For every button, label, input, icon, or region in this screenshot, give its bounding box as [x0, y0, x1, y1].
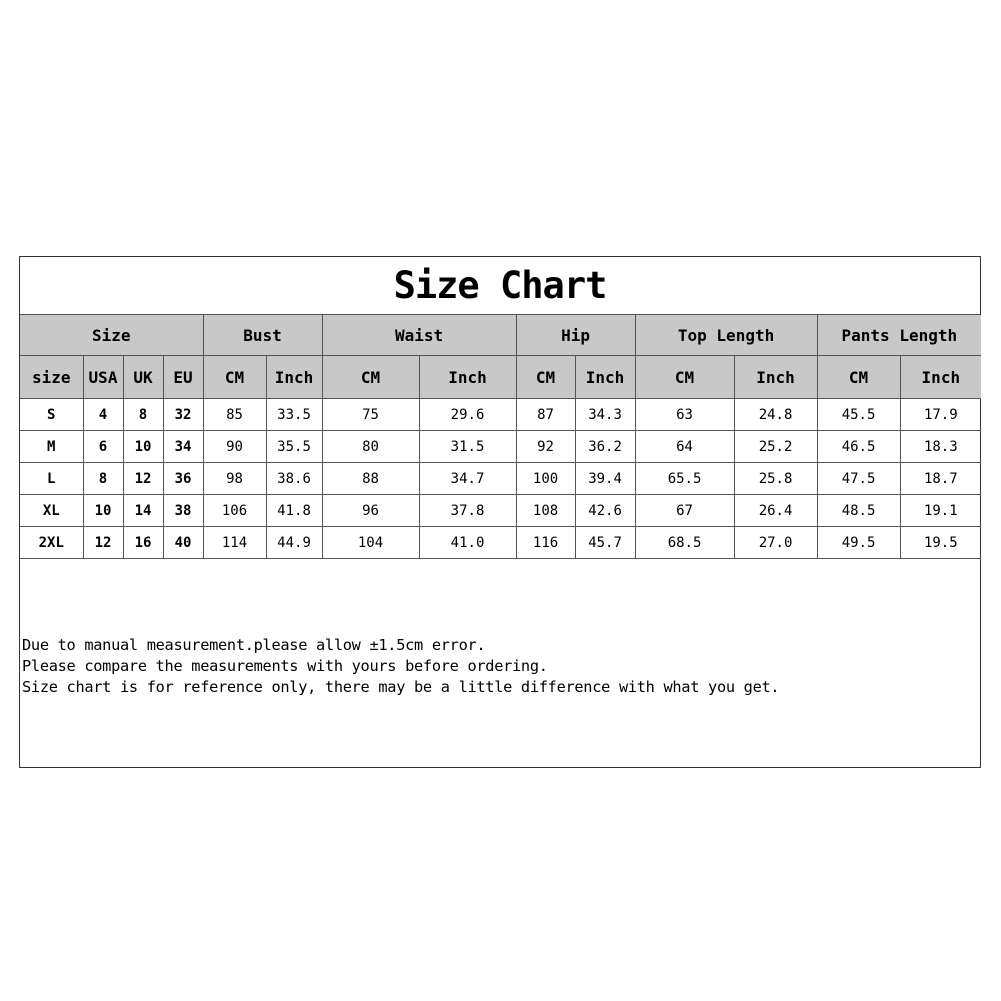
cell-bust-inch: 35.5 [266, 431, 322, 463]
cell-pants-length-cm: 45.5 [817, 399, 900, 431]
cell-pants-length-inch: 19.1 [900, 495, 981, 527]
group-header-pants-length: Pants Length [817, 315, 981, 356]
cell-hip-inch: 42.6 [575, 495, 635, 527]
cell-uk: 8 [123, 399, 163, 431]
cell-hip-cm: 116 [516, 527, 575, 559]
cell-pants-length-cm: 47.5 [817, 463, 900, 495]
cell-size: L [20, 463, 83, 495]
cell-bust-cm: 106 [203, 495, 266, 527]
sub-header-eu: EU [163, 356, 203, 399]
cell-bust-inch: 38.6 [266, 463, 322, 495]
cell-eu: 36 [163, 463, 203, 495]
cell-eu: 40 [163, 527, 203, 559]
sub-header-hip-cm: CM [516, 356, 575, 399]
cell-pants-length-cm: 49.5 [817, 527, 900, 559]
group-header-waist: Waist [322, 315, 516, 356]
disclaimer-notes [22, 635, 779, 698]
cell-hip-inch: 36.2 [575, 431, 635, 463]
cell-hip-cm: 92 [516, 431, 575, 463]
cell-waist-inch: 31.5 [419, 431, 516, 463]
size-chart [19, 256, 981, 768]
group-header-row [20, 315, 981, 356]
sub-header-hip-inch: Inch [575, 356, 635, 399]
cell-waist-cm: 88 [322, 463, 419, 495]
cell-top-length-inch: 27.0 [734, 527, 817, 559]
note-line: Please compare the measurements with yours before ordering. [22, 657, 548, 675]
sub-header-pants-length-cm: CM [817, 356, 900, 399]
cell-waist-cm: 104 [322, 527, 419, 559]
cell-size: S [20, 399, 83, 431]
cell-uk: 10 [123, 431, 163, 463]
cell-uk: 12 [123, 463, 163, 495]
cell-eu: 32 [163, 399, 203, 431]
sub-header-top-length-cm: CM [635, 356, 734, 399]
table-row [20, 431, 981, 463]
group-header-hip: Hip [516, 315, 635, 356]
cell-top-length-inch: 24.8 [734, 399, 817, 431]
cell-bust-cm: 114 [203, 527, 266, 559]
cell-top-length-cm: 67 [635, 495, 734, 527]
table-row [20, 399, 981, 431]
cell-pants-length-inch: 17.9 [900, 399, 981, 431]
cell-usa: 10 [83, 495, 123, 527]
cell-size: XL [20, 495, 83, 527]
cell-hip-cm: 100 [516, 463, 575, 495]
sub-header-waist-inch: Inch [419, 356, 516, 399]
cell-hip-inch: 34.3 [575, 399, 635, 431]
cell-usa: 8 [83, 463, 123, 495]
sub-header-waist-cm: CM [322, 356, 419, 399]
cell-bust-cm: 98 [203, 463, 266, 495]
sub-header-usa: USA [83, 356, 123, 399]
cell-waist-cm: 80 [322, 431, 419, 463]
cell-usa: 6 [83, 431, 123, 463]
cell-size: M [20, 431, 83, 463]
cell-usa: 4 [83, 399, 123, 431]
cell-usa: 12 [83, 527, 123, 559]
cell-uk: 14 [123, 495, 163, 527]
sub-header-top-length-inch: Inch [734, 356, 817, 399]
sub-header-uk: UK [123, 356, 163, 399]
cell-eu: 38 [163, 495, 203, 527]
cell-hip-inch: 39.4 [575, 463, 635, 495]
cell-top-length-inch: 25.8 [734, 463, 817, 495]
group-header-size: Size [20, 315, 203, 356]
chart-title: Size Chart [20, 257, 980, 315]
group-header-top-length: Top Length [635, 315, 817, 356]
cell-top-length-inch: 25.2 [734, 431, 817, 463]
cell-waist-cm: 75 [322, 399, 419, 431]
cell-pants-length-cm: 46.5 [817, 431, 900, 463]
cell-top-length-cm: 65.5 [635, 463, 734, 495]
cell-waist-inch: 34.7 [419, 463, 516, 495]
note-line: Size chart is for reference only, there may be a little difference with what you get. [22, 678, 780, 696]
cell-hip-inch: 45.7 [575, 527, 635, 559]
sub-header-pants-length-inch: Inch [900, 356, 981, 399]
cell-bust-inch: 41.8 [266, 495, 322, 527]
cell-top-length-cm: 64 [635, 431, 734, 463]
note-line: Due to manual measurement.please allow ±1.5cm error. [22, 636, 486, 654]
cell-waist-inch: 37.8 [419, 495, 516, 527]
cell-waist-cm: 96 [322, 495, 419, 527]
sub-header-bust-cm: CM [203, 356, 266, 399]
cell-eu: 34 [163, 431, 203, 463]
cell-hip-cm: 108 [516, 495, 575, 527]
cell-size: 2XL [20, 527, 83, 559]
sub-header-size: size [20, 356, 83, 399]
table-row [20, 527, 981, 559]
cell-pants-length-inch: 19.5 [900, 527, 981, 559]
group-header-bust: Bust [203, 315, 322, 356]
cell-uk: 16 [123, 527, 163, 559]
cell-bust-cm: 85 [203, 399, 266, 431]
cell-hip-cm: 87 [516, 399, 575, 431]
sub-header-row [20, 356, 981, 399]
cell-top-length-inch: 26.4 [734, 495, 817, 527]
cell-pants-length-cm: 48.5 [817, 495, 900, 527]
cell-waist-inch: 29.6 [419, 399, 516, 431]
cell-waist-inch: 41.0 [419, 527, 516, 559]
cell-pants-length-inch: 18.7 [900, 463, 981, 495]
size-table [20, 315, 981, 559]
cell-bust-inch: 33.5 [266, 399, 322, 431]
cell-top-length-cm: 68.5 [635, 527, 734, 559]
cell-pants-length-inch: 18.3 [900, 431, 981, 463]
cell-bust-inch: 44.9 [266, 527, 322, 559]
table-row [20, 463, 981, 495]
sub-header-bust-inch: Inch [266, 356, 322, 399]
cell-bust-cm: 90 [203, 431, 266, 463]
cell-top-length-cm: 63 [635, 399, 734, 431]
table-row [20, 495, 981, 527]
